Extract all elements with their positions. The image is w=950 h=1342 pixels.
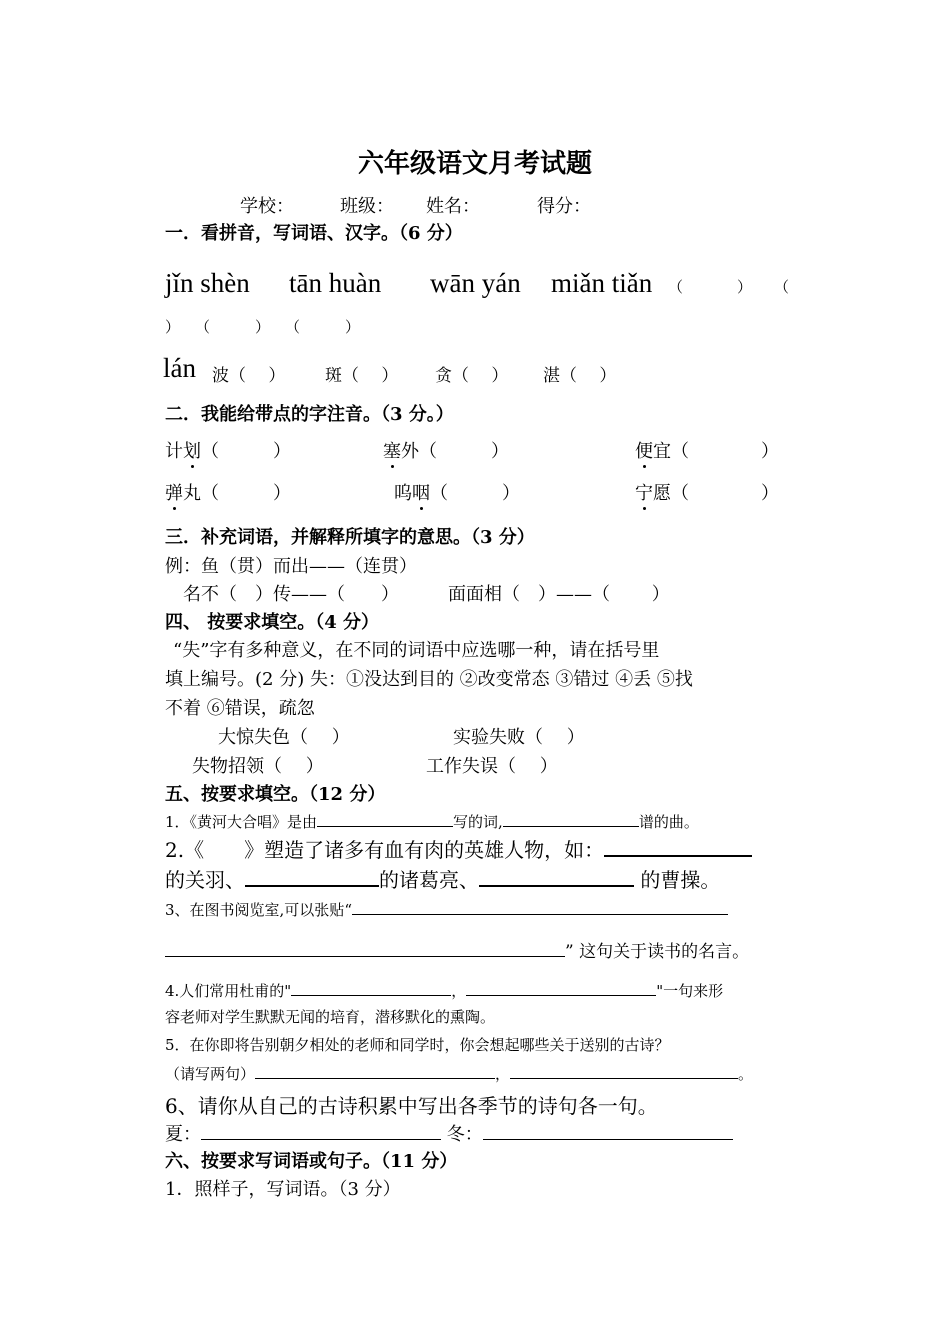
item-text: 呜 — [394, 483, 412, 504]
q-text: （请写两句） — [165, 1065, 256, 1083]
item-text: （ ） — [201, 441, 291, 462]
section-4-heading: 四、 按要求填空。（4 分） — [165, 612, 380, 633]
answer-parens-row: ） （ ） （ ） — [165, 318, 361, 336]
answer-paren-open: （ — [668, 278, 684, 296]
blank-line — [479, 867, 634, 887]
section-2-heading: 二．我能给带点的字注音。（3 分。） — [165, 404, 454, 425]
section-6-heading: 六、按要求写词语或句子。（11 分） — [165, 1151, 458, 1172]
question-line: 1．照样子，写词语。（3 分） — [165, 1179, 401, 1200]
q-text: ， — [495, 1065, 511, 1083]
q-text: 1．《黄河大合唱》是由 — [165, 813, 318, 831]
dotted-char: 塞 — [383, 441, 401, 462]
paragraph-line: 不着 ⑥错误，疏忽 — [165, 698, 315, 719]
question-line — [165, 834, 752, 863]
pinyin-3: wān yán — [430, 268, 521, 298]
pinyin-1: jǐn shèn — [165, 268, 250, 298]
q-text: "一句来形 — [656, 982, 724, 1000]
blank-line — [317, 810, 453, 827]
pinyin-2: tān huàn — [289, 268, 382, 298]
dotted-char: 便 — [635, 441, 653, 462]
question-item: 名不（ ）传——（ ） — [183, 584, 399, 605]
blank-line — [483, 1123, 733, 1140]
q-text: ” 这句关于读书的名言。 — [565, 942, 750, 962]
dotted-char: 宁 — [635, 483, 653, 504]
page-title: 六年级语文月考试题 — [357, 149, 592, 179]
dotted-char: 弹 — [165, 483, 183, 504]
item-text: 宜（ ） — [653, 441, 779, 462]
item-text: 外（ ） — [401, 441, 509, 462]
score-label: 得分： — [537, 196, 591, 217]
lan-item: 贪（ ） — [435, 366, 509, 386]
phonetic-item — [383, 437, 509, 463]
question-line: 容老师对学生默默无闻的培育，潜移默化的熏陶。 — [165, 1008, 496, 1026]
question-line — [165, 979, 723, 1001]
section-3-heading: 三．补充词语，并解释所填字的意思。（3 分） — [165, 527, 535, 548]
example-line: 例：鱼（贯）而出——（连贯） — [165, 556, 417, 577]
class-label: 班级： — [340, 196, 394, 217]
paragraph-line: “失”字有多种意义，在不同的词语中应选哪一种，请在括号里 — [173, 640, 660, 661]
q-text: 。 — [738, 1065, 754, 1083]
word-item: 失物招领（ ） — [192, 756, 324, 777]
q-text: 写的词, — [453, 813, 503, 831]
answer-paren-open: （ — [774, 278, 790, 296]
section-5-heading: 五、按要求填空。（12 分） — [165, 784, 386, 805]
question-item: 面面相（ ）——（ ） — [448, 584, 670, 605]
dotted-char: 划 — [183, 441, 201, 462]
blank-line — [291, 979, 451, 996]
item-text: 愿（ ） — [653, 483, 779, 504]
blank-line — [604, 837, 752, 857]
phonetic-item — [165, 437, 291, 463]
question-line — [165, 810, 699, 832]
word-item: 大惊失色（ ） — [218, 727, 350, 748]
question-line — [165, 937, 749, 962]
q-text: ， — [451, 982, 467, 1000]
question-line — [165, 1062, 753, 1084]
question-line: 6、请你从自己的古诗积累中写出各季节的诗句各一句。 — [165, 1094, 658, 1118]
q-text: 4.人们常用杜甫的" — [165, 982, 292, 1000]
phonetic-item — [635, 437, 779, 463]
blank-line — [245, 867, 379, 887]
dotted-char: 咽 — [412, 483, 430, 504]
q-text: 谱的曲。 — [638, 813, 699, 831]
lan-item: 湛（ ） — [543, 366, 617, 386]
item-text: （ ） — [430, 483, 520, 504]
blank-line — [255, 1062, 495, 1079]
pinyin-4: miǎn tiǎn — [551, 268, 653, 298]
question-line: 5．在你即将告别朝夕相处的老师和同学时，你会想起哪些关于送别的古诗？ — [165, 1036, 670, 1054]
blank-line — [510, 1062, 738, 1079]
question-line — [165, 898, 728, 920]
blank-line — [352, 898, 728, 915]
answer-paren-close: ） — [737, 278, 753, 296]
q-text: 冬： — [441, 1124, 483, 1145]
section-1-heading: 一．看拼音，写词语、汉字。（6 分） — [165, 223, 463, 244]
blank-line — [201, 1123, 441, 1140]
phonetic-item — [635, 479, 779, 505]
phonetic-item — [394, 479, 520, 505]
q-text: 3、在图书阅览室,可以张贴“ — [165, 901, 352, 919]
q-text: 的曹操。 — [634, 868, 721, 892]
question-line — [165, 1120, 733, 1146]
q-text: 的关羽、 — [165, 868, 245, 892]
paragraph-line: 填上编号。(2 分) 失：①没达到目的 ②改变常态 ③错过 ④丢 ⑤找 — [165, 669, 693, 690]
item-text: 丸（ ） — [183, 483, 291, 504]
q-text: 2.《 》塑造了诸多有血有肉的英雄人物，如： — [165, 838, 605, 862]
blank-line — [503, 810, 639, 827]
item-text: 计 — [165, 441, 183, 462]
word-item: 工作失误（ ） — [426, 756, 558, 777]
q-text: 夏： — [165, 1124, 201, 1145]
name-label: 姓名： — [426, 196, 480, 217]
q-text: 的诸葛亮、 — [379, 868, 479, 892]
question-line — [165, 864, 720, 893]
lan-item: 波（ ） — [212, 366, 286, 386]
phonetic-item — [165, 479, 291, 505]
word-item: 实验失败（ ） — [453, 727, 585, 748]
school-label: 学校： — [240, 196, 294, 217]
lan-item: 斑（ ） — [325, 366, 399, 386]
pinyin-lan: lán — [163, 353, 196, 383]
blank-line — [165, 940, 565, 957]
blank-line — [466, 979, 656, 996]
